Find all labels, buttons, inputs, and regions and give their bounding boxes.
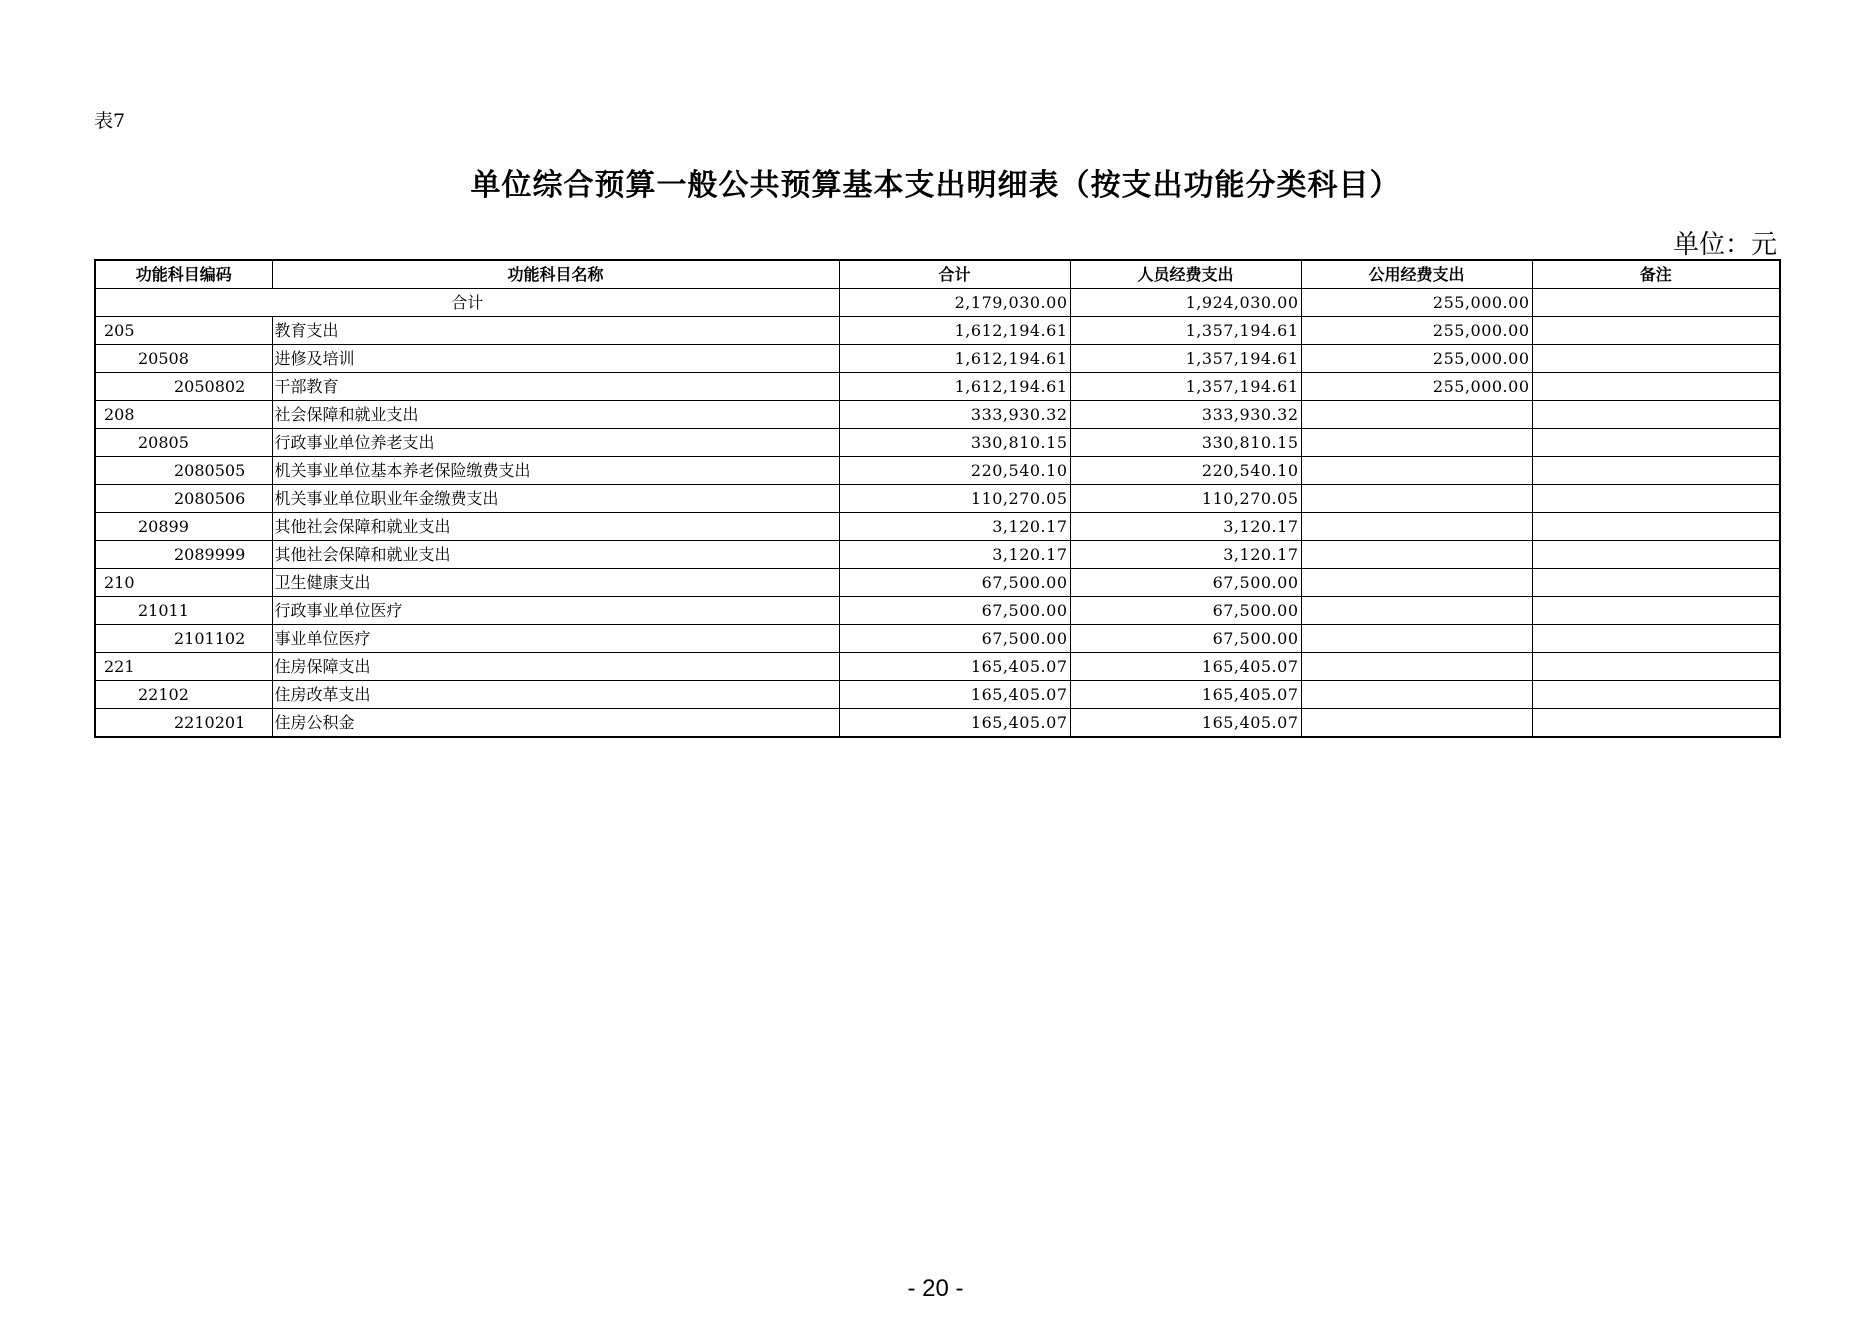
table-row	[95, 569, 1780, 597]
cell-name: 卫生健康支出	[272, 569, 839, 597]
cell-total: 3,120.17	[839, 541, 1070, 569]
cell-public	[1301, 513, 1532, 541]
total-row-personnel: 1,924,030.00	[1070, 289, 1301, 317]
cell-remark	[1532, 485, 1780, 513]
cell-personnel: 110,270.05	[1070, 485, 1301, 513]
cell-public	[1301, 709, 1532, 738]
header-total: 合计	[839, 260, 1070, 289]
cell-code: 208	[95, 401, 272, 429]
cell-remark	[1532, 625, 1780, 653]
cell-total: 67,500.00	[839, 569, 1070, 597]
cell-code: 210	[95, 569, 272, 597]
cell-personnel: 165,405.07	[1070, 681, 1301, 709]
cell-name: 其他社会保障和就业支出	[272, 513, 839, 541]
cell-total: 1,612,194.61	[839, 345, 1070, 373]
cell-total: 3,120.17	[839, 513, 1070, 541]
cell-name: 行政事业单位医疗	[272, 597, 839, 625]
cell-remark	[1532, 373, 1780, 401]
cell-remark	[1532, 513, 1780, 541]
cell-name: 住房改革支出	[272, 681, 839, 709]
cell-total: 1,612,194.61	[839, 373, 1070, 401]
cell-total: 333,930.32	[839, 401, 1070, 429]
cell-personnel: 165,405.07	[1070, 709, 1301, 738]
header-name: 功能科目名称	[272, 260, 839, 289]
header-code: 功能科目编码	[95, 260, 272, 289]
cell-remark	[1532, 317, 1780, 345]
cell-name: 社会保障和就业支出	[272, 401, 839, 429]
header-remark: 备注	[1532, 260, 1780, 289]
cell-personnel: 3,120.17	[1070, 513, 1301, 541]
table-row	[95, 401, 1780, 429]
cell-public	[1301, 653, 1532, 681]
cell-personnel: 165,405.07	[1070, 653, 1301, 681]
cell-remark	[1532, 681, 1780, 709]
table-row	[95, 345, 1780, 373]
cell-personnel: 67,500.00	[1070, 625, 1301, 653]
cell-code: 2080506	[95, 485, 272, 513]
cell-total: 67,500.00	[839, 597, 1070, 625]
cell-code: 21011	[95, 597, 272, 625]
cell-public	[1301, 485, 1532, 513]
total-row	[95, 289, 1780, 317]
cell-total: 165,405.07	[839, 653, 1070, 681]
cell-code: 205	[95, 317, 272, 345]
cell-public: 255,000.00	[1301, 317, 1532, 345]
page-title: 单位综合预算一般公共预算基本支出明细表（按支出功能分类科目）	[470, 168, 1401, 203]
table-row	[95, 457, 1780, 485]
total-row-public: 255,000.00	[1301, 289, 1532, 317]
cell-public: 255,000.00	[1301, 345, 1532, 373]
table-row	[95, 317, 1780, 345]
cell-remark	[1532, 429, 1780, 457]
cell-personnel: 330,810.15	[1070, 429, 1301, 457]
cell-name: 行政事业单位养老支出	[272, 429, 839, 457]
table-row	[95, 625, 1780, 653]
table-row	[95, 709, 1780, 738]
table-row	[95, 373, 1780, 401]
cell-public: 255,000.00	[1301, 373, 1532, 401]
cell-total: 220,540.10	[839, 457, 1070, 485]
cell-name: 干部教育	[272, 373, 839, 401]
total-row-label: 合计	[95, 289, 839, 317]
table-row	[95, 485, 1780, 513]
cell-total: 330,810.15	[839, 429, 1070, 457]
cell-personnel: 1,357,194.61	[1070, 345, 1301, 373]
cell-personnel: 220,540.10	[1070, 457, 1301, 485]
table-header-row	[95, 260, 1780, 289]
total-row-remark	[1532, 289, 1780, 317]
cell-code: 221	[95, 653, 272, 681]
cell-personnel: 3,120.17	[1070, 541, 1301, 569]
cell-total: 110,270.05	[839, 485, 1070, 513]
cell-remark	[1532, 653, 1780, 681]
cell-name: 机关事业单位基本养老保险缴费支出	[272, 457, 839, 485]
cell-code: 2080505	[95, 457, 272, 485]
cell-name: 住房公积金	[272, 709, 839, 738]
unit-label: 单位：元	[1672, 230, 1777, 260]
cell-public	[1301, 541, 1532, 569]
page-number: - 20 -	[907, 1275, 964, 1302]
cell-code: 2101102	[95, 625, 272, 653]
cell-remark	[1532, 541, 1780, 569]
cell-code: 2210201	[95, 709, 272, 738]
cell-code: 2050802	[95, 373, 272, 401]
cell-code: 2089999	[95, 541, 272, 569]
cell-name: 事业单位医疗	[272, 625, 839, 653]
table-row	[95, 653, 1780, 681]
cell-remark	[1532, 709, 1780, 738]
cell-total: 165,405.07	[839, 709, 1070, 738]
table-row	[95, 597, 1780, 625]
cell-remark	[1532, 569, 1780, 597]
cell-public	[1301, 457, 1532, 485]
cell-remark	[1532, 401, 1780, 429]
header-personnel: 人员经费支出	[1070, 260, 1301, 289]
header-public: 公用经费支出	[1301, 260, 1532, 289]
cell-name: 进修及培训	[272, 345, 839, 373]
cell-name: 其他社会保障和就业支出	[272, 541, 839, 569]
cell-total: 67,500.00	[839, 625, 1070, 653]
cell-personnel: 333,930.32	[1070, 401, 1301, 429]
cell-code: 22102	[95, 681, 272, 709]
table-row	[95, 681, 1780, 709]
total-row-total: 2,179,030.00	[839, 289, 1070, 317]
cell-name: 机关事业单位职业年金缴费支出	[272, 485, 839, 513]
cell-code: 20805	[95, 429, 272, 457]
table-row	[95, 513, 1780, 541]
cell-personnel: 67,500.00	[1070, 597, 1301, 625]
cell-remark	[1532, 457, 1780, 485]
cell-total: 1,612,194.61	[839, 317, 1070, 345]
cell-public	[1301, 597, 1532, 625]
cell-remark	[1532, 597, 1780, 625]
cell-personnel: 1,357,194.61	[1070, 317, 1301, 345]
table-row	[95, 541, 1780, 569]
cell-personnel: 1,357,194.61	[1070, 373, 1301, 401]
table-row	[95, 429, 1780, 457]
budget-table	[94, 259, 1781, 738]
cell-public	[1301, 401, 1532, 429]
cell-personnel: 67,500.00	[1070, 569, 1301, 597]
cell-public	[1301, 625, 1532, 653]
cell-code: 20508	[95, 345, 272, 373]
cell-public	[1301, 429, 1532, 457]
cell-name: 教育支出	[272, 317, 839, 345]
table-label: 表7	[94, 110, 126, 132]
cell-remark	[1532, 345, 1780, 373]
cell-public	[1301, 569, 1532, 597]
cell-code: 20899	[95, 513, 272, 541]
cell-name: 住房保障支出	[272, 653, 839, 681]
cell-public	[1301, 681, 1532, 709]
cell-total: 165,405.07	[839, 681, 1070, 709]
